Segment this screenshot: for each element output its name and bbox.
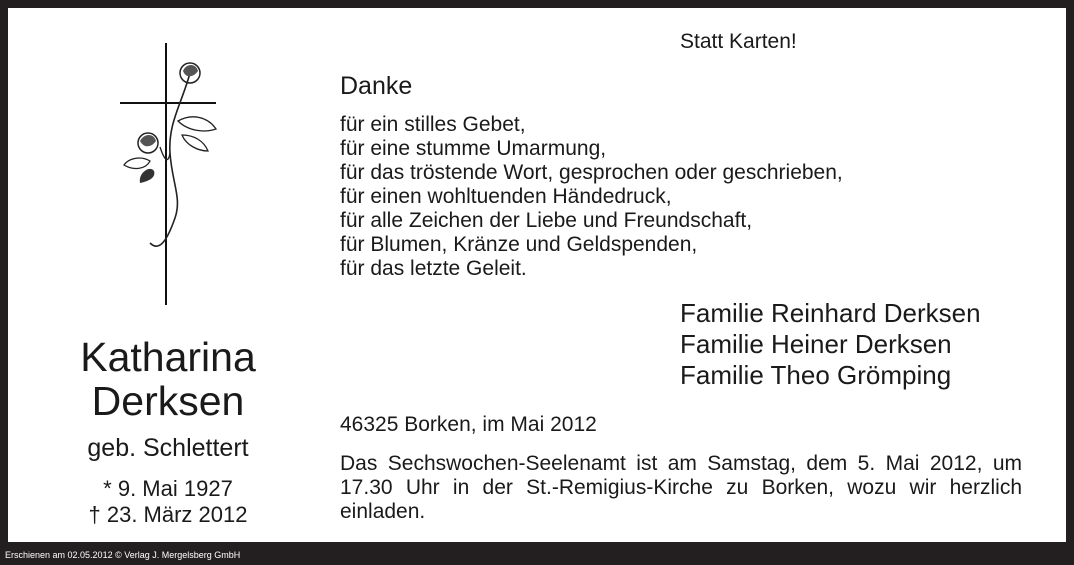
cross-with-rose-icon xyxy=(120,43,220,305)
life-dates xyxy=(48,476,288,528)
thanks-list xyxy=(340,113,843,281)
thanks-line: für Blumen, Kränze und Geldspenden, xyxy=(340,233,698,256)
maiden-name: geb. Schlettert xyxy=(87,434,249,462)
thanks-line: für einen wohltuenden Händedruck, xyxy=(340,185,672,208)
family-name: Familie Reinhard Derksen xyxy=(680,298,981,328)
family-name: Familie Theo Grömping xyxy=(680,360,952,390)
publication-footer: Erschienen am 02.05.2012 © Verlag J. Mergelsberg GmbH xyxy=(5,550,241,560)
deceased-last-name: Derksen xyxy=(91,378,245,424)
family-signatures xyxy=(680,298,981,391)
thanks-line: für alle Zeichen der Liebe und Freundschaft, xyxy=(340,209,753,232)
birth-date: * 9. Mai 1927 xyxy=(103,476,233,501)
family-name: Familie Heiner Derksen xyxy=(680,329,952,359)
place-date: 46325 Borken, im Mai 2012 xyxy=(340,413,597,436)
thanks-line: für das tröstende Wort, gesprochen oder geschrieben, xyxy=(340,161,843,184)
deceased-first-name: Katharina xyxy=(80,334,256,380)
death-date: † 23. März 2012 xyxy=(88,502,248,527)
deceased-name xyxy=(48,335,288,423)
thanks-line: für das letzte Geleit. xyxy=(340,257,527,280)
statt-karten-heading: Statt Karten! xyxy=(680,30,797,53)
thanks-title: Danke xyxy=(340,72,413,100)
thanks-line: für ein stilles Gebet, xyxy=(340,113,526,136)
mass-notice: Das Sechswochen-Seelenamt ist am Samstag, dem 5. Mai 2012, um 17.30 Uhr in der St.-Remigius-Kirche zu Borken, wozu wir herzlich einladen. xyxy=(340,452,1022,523)
thanks-line: für eine stumme Umarmung, xyxy=(340,137,607,160)
obituary-card xyxy=(8,8,1066,542)
